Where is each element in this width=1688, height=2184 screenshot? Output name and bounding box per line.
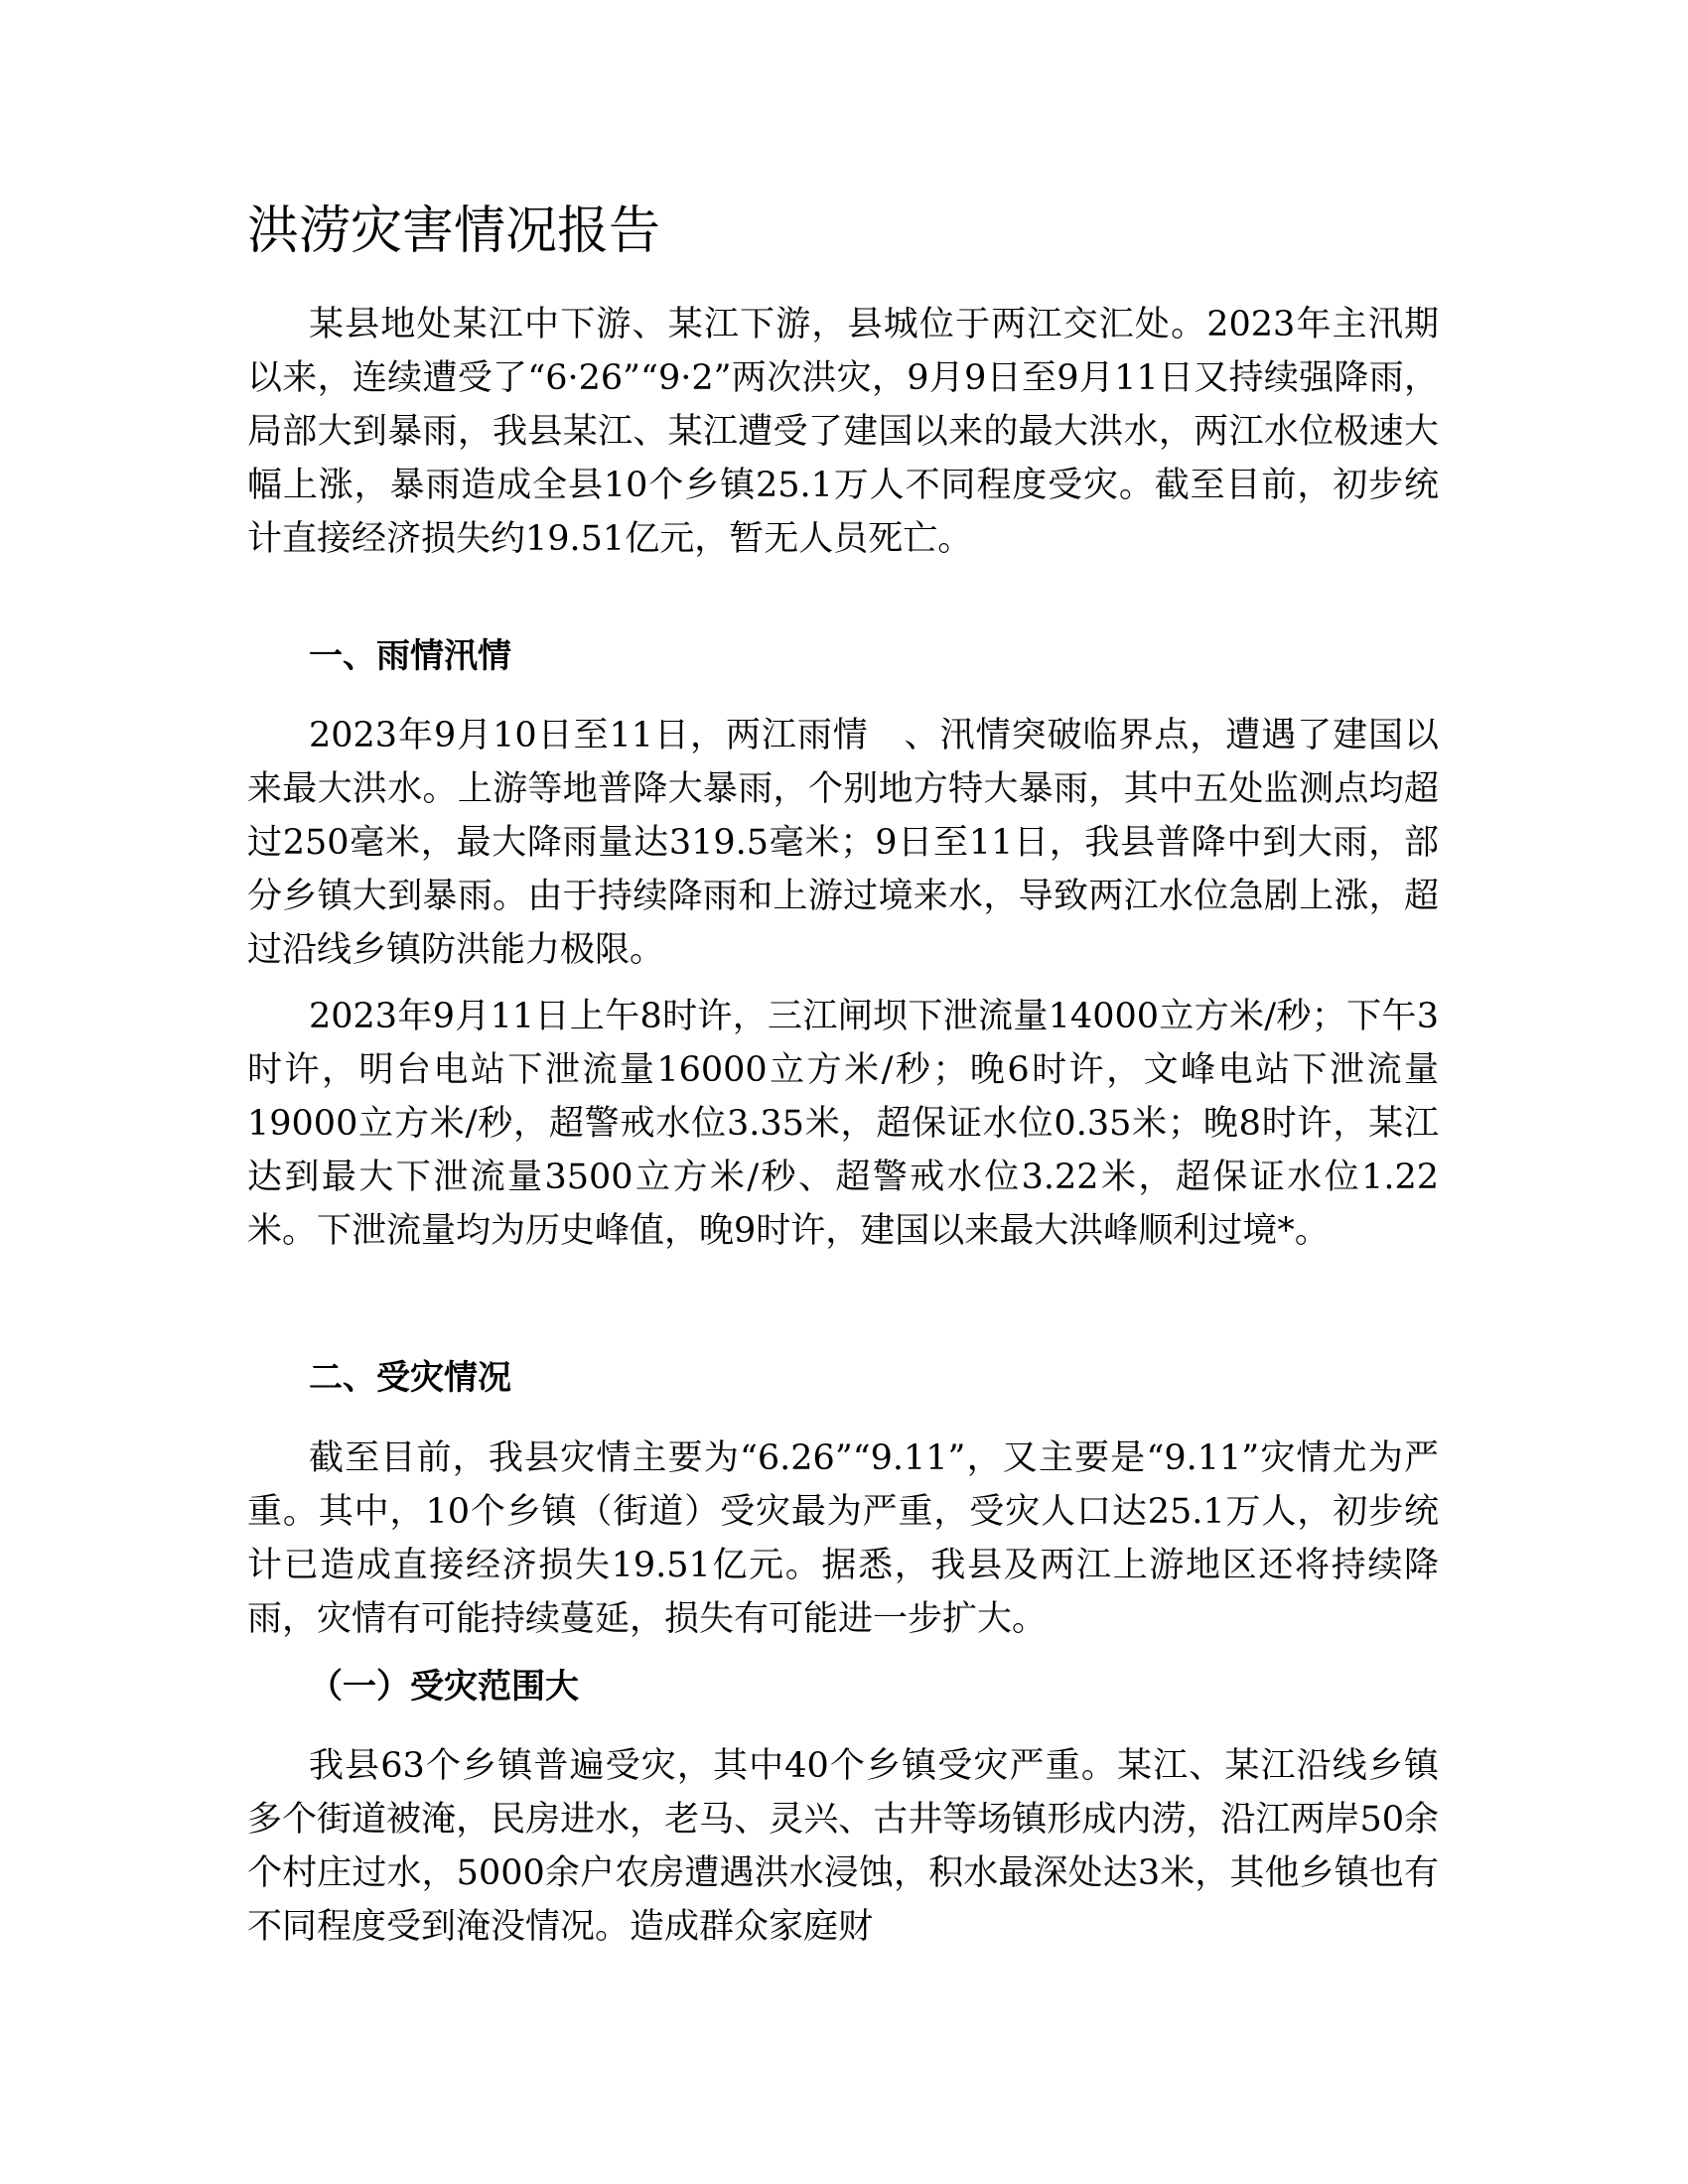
- subsection-heading-scope: （一）受灾范围大: [309, 1667, 579, 1706]
- intro-paragraph: 某县地处某江中下游、某江下游，县城位于两江交汇处。2023年主汛期以来，连续遭受了“6·26”“9·2”两次洪灾，9月9日至9月11日又持续强降雨，局部大到暴雨，我县某江、某江遭受了建国以来的最大洪水，两江水位极速大幅上涨，暴雨造成全县10个乡镇25.1万人不同程度受灾。截至目前，初步统计直接经济损失约19.51亿元，暂无人员死亡。: [247, 305, 1439, 559]
- rain-flood-paragraph-1: 2023年9月10日至11日，两江雨情 、汛情突破临界点，遭遇了建国以来最大洪水。上游等地普降大暴雨，个别地方特大暴雨，其中五处监测点均超过250毫米，最大降雨量达319.5毫米；9日至11日，我县普降中到大雨，部分乡镇大到暴雨。由于持续降雨和上游过境来水，导致两江水位急剧上涨，超过沿线乡镇防洪能力极限。: [247, 716, 1439, 970]
- scope-paragraph-1: 我县63个乡镇普遍受灾，其中40个乡镇受灾严重。某江、某江沿线乡镇多个街道被淹，民房进水，老马、灵兴、古井等场镇形成内涝，沿江两岸50余个村庄过水，5000余户农房遭遇洪水浸蚀，积水最深处达3米，其他乡镇也有不同程度受到淹没情况。造成群众家庭财: [247, 1746, 1439, 1947]
- disaster-paragraph-1: 截至目前，我县灾情主要为“6.26”“9.11”，又主要是“9.11”灾情尤为严重。其中，10个乡镇（街道）受灾最为严重，受灾人口达25.1万人，初步统计已造成直接经济损失19.51亿元。据悉，我县及两江上游地区还将持续降雨，灾情有可能持续蔓延，损失有可能进一步扩大。: [247, 1438, 1439, 1639]
- rain-flood-paragraph-2: 2023年9月11日上午8时许，三江闸坝下泄流量14000立方米/秒；下午3时许，明台电站下泄流量16000立方米/秒；晚6时许，文峰电站下泄流量19000立方米/秒，超警戒水位3.35米，超保证水位0.35米；晚8时许，某江达到最大下泄流量3500立方米/秒、超警戒水位3.22米，超保证水位1.22米。下泄流量均为历史峰值，晚9时许，建国以来最大洪峰顺利过境*。: [247, 997, 1439, 1251]
- section-heading-disaster: 二、受灾情况: [309, 1358, 511, 1398]
- document-title: 洪涝灾害情况报告: [247, 202, 661, 261]
- section-heading-rain-flood: 一、雨情汛情: [309, 636, 511, 676]
